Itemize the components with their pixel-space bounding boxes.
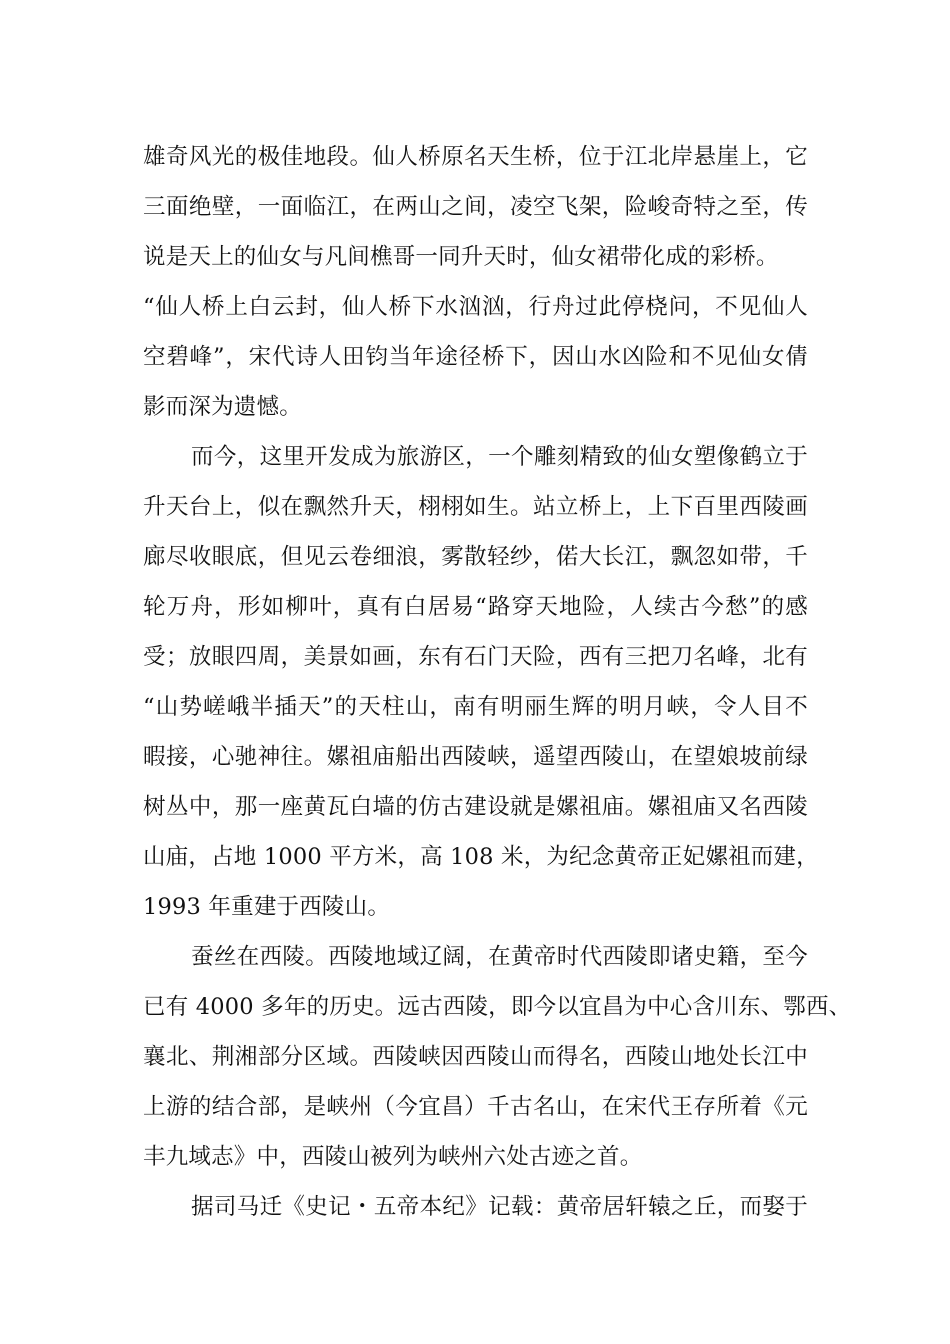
text-line: 已有 4000 多年的历史。远古西陵，即今以宜昌为中心含川东、鄂西、 <box>143 994 852 1020</box>
text-line: 受；放眼四周，美景如画，东有石门天险，西有三把刀名峰，北有 <box>143 644 808 670</box>
text-line: 雄奇风光的极佳地段。仙人桥原名天生桥，位于江北岸悬崖上，它 <box>143 144 808 170</box>
paragraph-first-line: 而今，这里开发成为旅游区，一个雕刻精致的仙女塑像鹤立于 <box>191 444 808 470</box>
text-line: 上游的结合部，是峡州（今宜昌）千古名山，在宋代王存所着《元 <box>143 1094 808 1120</box>
paragraph-first-line: 据司马迁《史记・五帝本纪》记载：黄帝居轩辕之丘，而娶于 <box>191 1194 808 1220</box>
text-line: 空碧峰”，宋代诗人田钧当年途径桥下，因山水凶险和不见仙女倩 <box>143 344 808 370</box>
text-line: 暇接，心驰神往。嫘祖庙船出西陵峡，遥望西陵山，在望娘坡前绿 <box>143 744 808 770</box>
text-line: 树丛中，那一座黄瓦白墙的仿古建设就是嫘祖庙。嫘祖庙又名西陵 <box>143 794 808 820</box>
text-line: 轮万舟，形如柳叶，真有白居易“路穿天地险，人续古今愁”的感 <box>143 594 808 620</box>
body-text <box>143 132 852 1232</box>
text-line: 升天台上，似在飘然升天，栩栩如生。站立桥上，上下百里西陵画 <box>143 494 808 520</box>
text-line: “山势嵯峨半插天”的天柱山，南有明丽生辉的明月峡，令人目不 <box>143 694 808 720</box>
text-line: 影而深为遗憾。 <box>143 394 302 420</box>
paragraph-first-line: 蚕丝在西陵。西陵地域辽阔，在黄帝时代西陵即诸史籍，至今 <box>191 944 808 970</box>
text-line: “仙人桥上白云封，仙人桥下水汹汹，行舟过此停桡问，不见仙人 <box>143 294 808 320</box>
text-line: 廊尽收眼底，但见云卷细浪，雾散轻纱，偌大长江，飘忽如带，千 <box>143 544 808 570</box>
text-line: 山庙，占地 1000 平方米，高 108 米，为纪念黄帝正妃嫘祖而建， <box>143 844 819 870</box>
text-line: 丰九域志》中，西陵山被列为峡州六处古迹之首。 <box>143 1144 643 1170</box>
text-line: 三面绝壁，一面临江，在两山之间，凌空飞架，险峻奇特之至，传 <box>143 194 808 220</box>
text-line: 说是天上的仙女与凡间樵哥一同升天时，仙女裙带化成的彩桥。 <box>143 244 779 270</box>
text-line: 襄北、荆湘部分区域。西陵峡因西陵山而得名，西陵山地处长江中 <box>143 1044 808 1070</box>
text-line: 1993 年重建于西陵山。 <box>143 894 391 920</box>
